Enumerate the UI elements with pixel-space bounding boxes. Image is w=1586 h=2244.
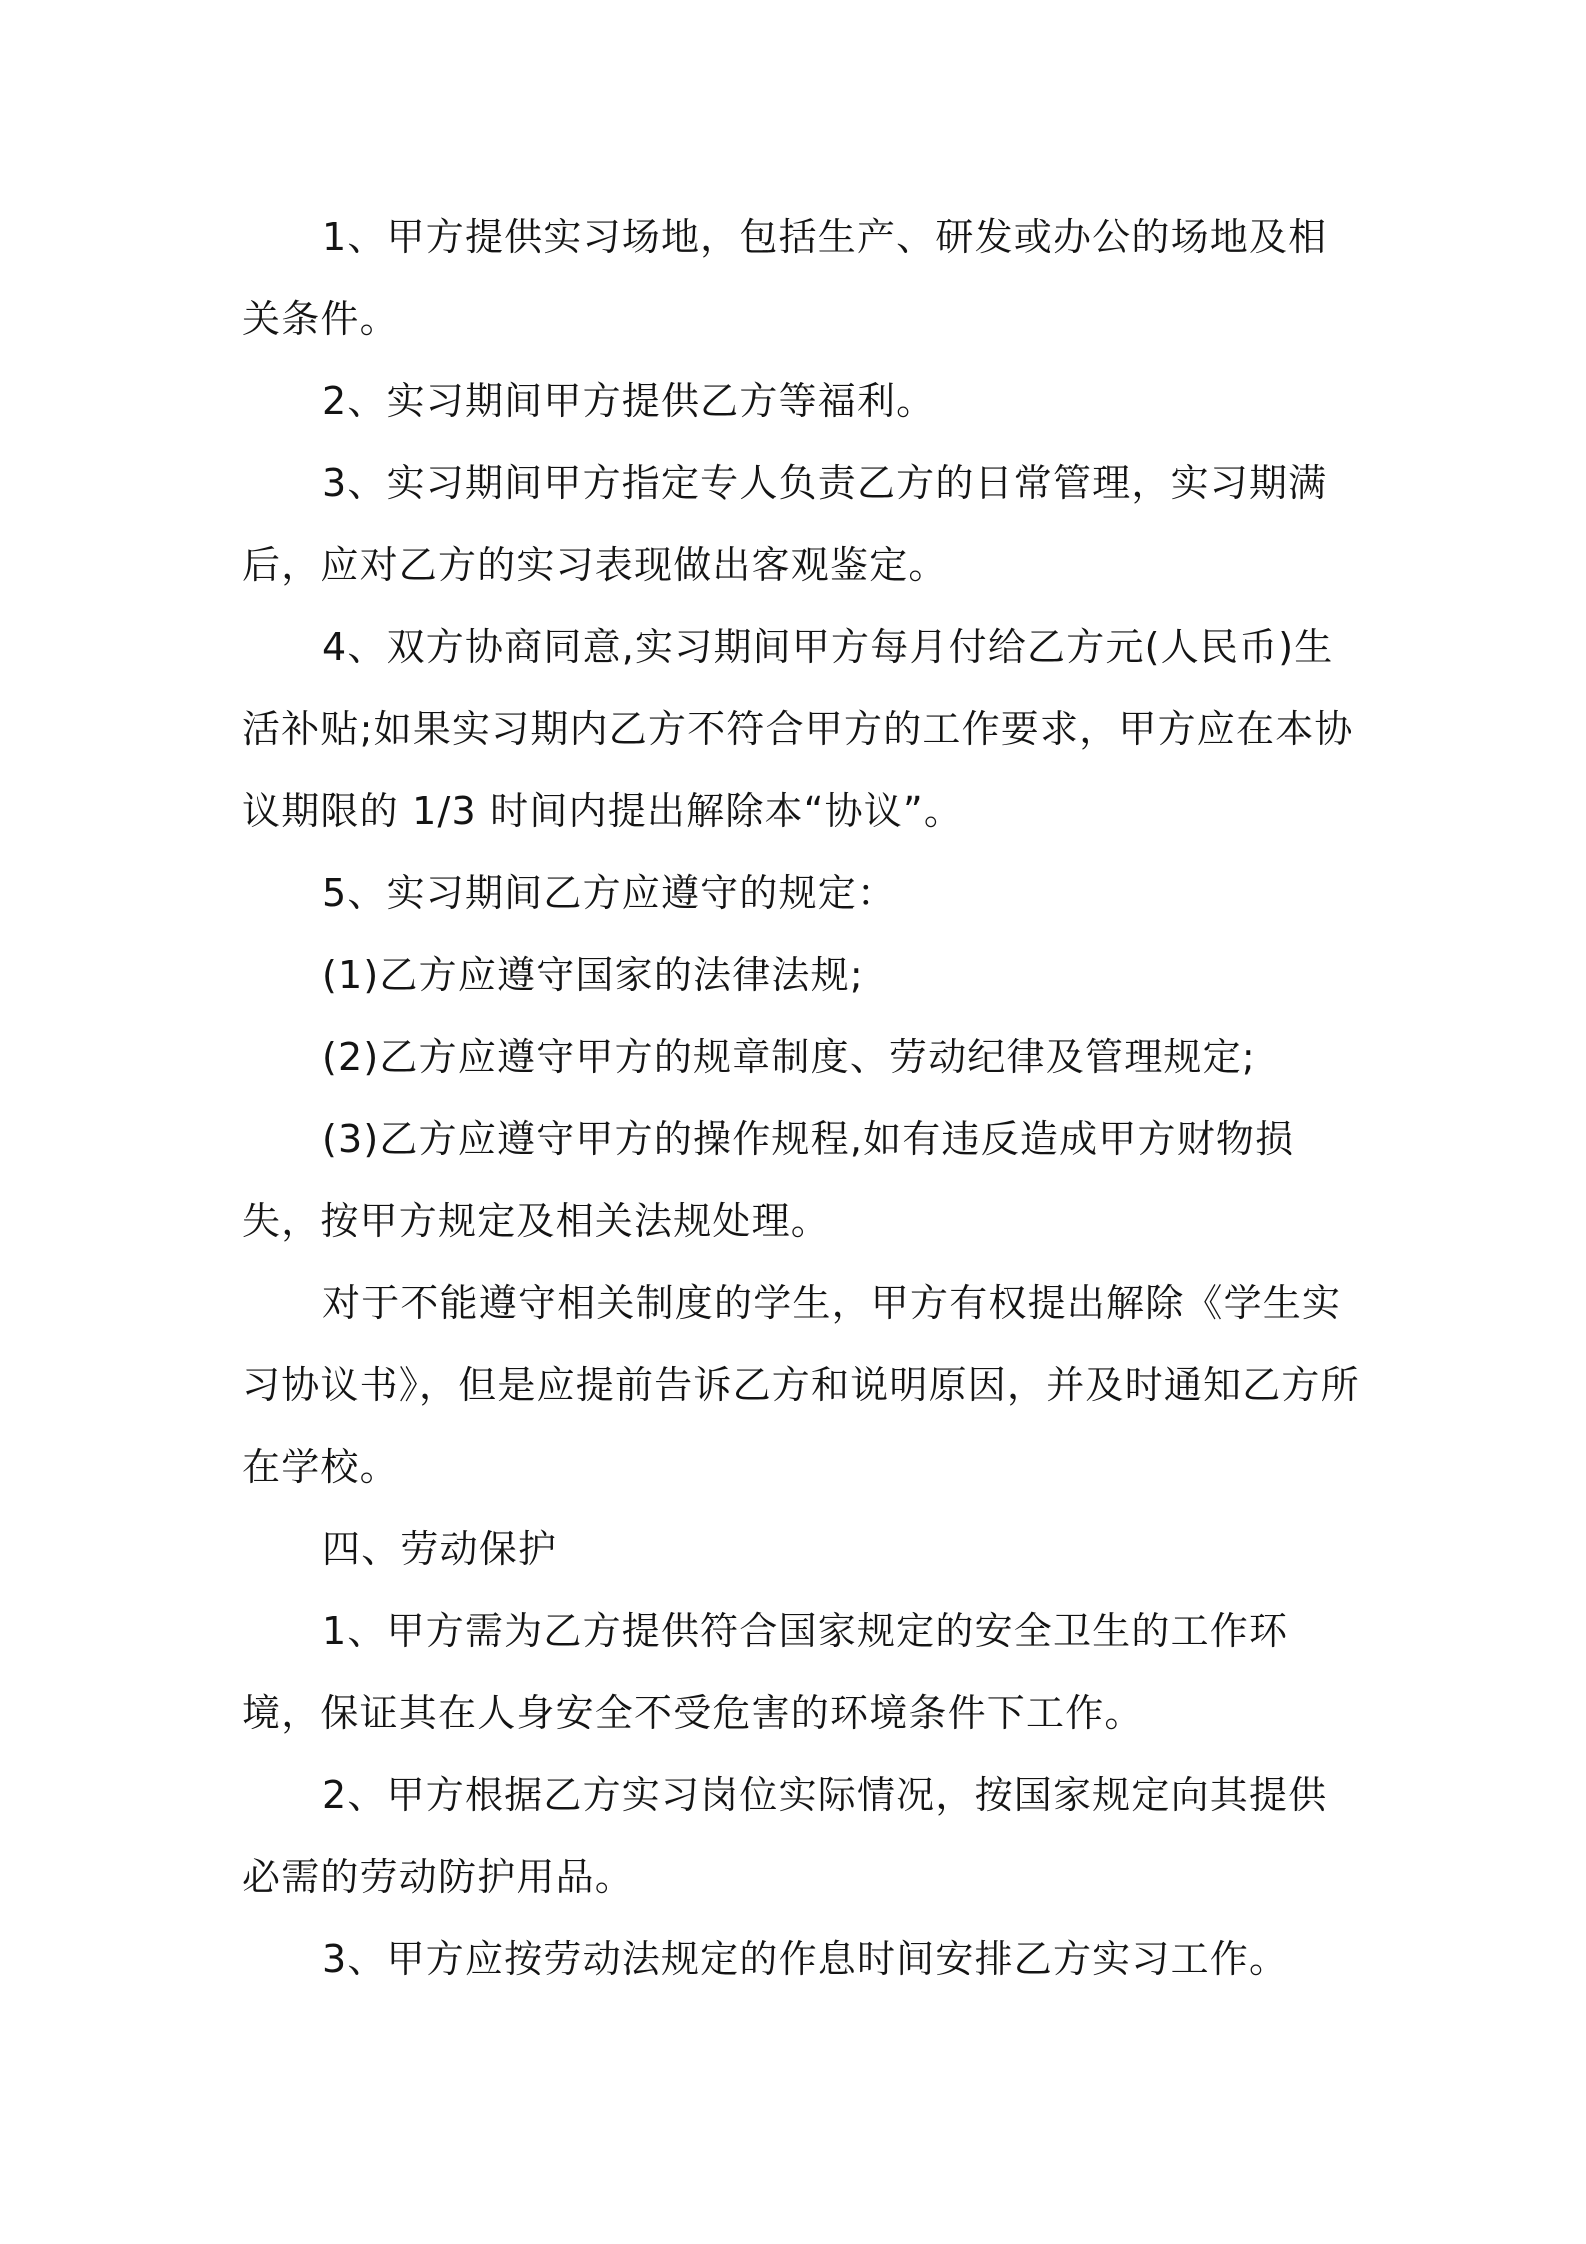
paragraph-safe-environment: 1、甲方需为乙方提供符合国家规定的安全卫生的工作环境，保证其在人身安全不受危害的环境条件下工作。: [242, 1609, 1289, 1735]
paragraph-daily-management: 3、实习期间甲方指定专人负责乙方的日常管理，实习期满后，应对乙方的实习表现做出客观鉴定。: [242, 461, 1328, 587]
paragraph-benefits: 2、实习期间甲方提供乙方等福利。: [322, 379, 936, 423]
paragraph-rule-1: (1)乙方应遵守国家的法律法规;: [322, 953, 864, 997]
paragraph-protective-equipment: 2、甲方根据乙方实习岗位实际情况，按国家规定向其提供必需的劳动防护用品。: [242, 1773, 1328, 1899]
document-body: [242, 196, 1362, 2000]
paragraph-rule-3: (3)乙方应遵守甲方的操作规程,如有违反造成甲方财物损失，按甲方规定及相关法规处理。: [242, 1117, 1295, 1243]
paragraph-living-allowance: 4、双方协商同意,实习期间甲方每月付给乙方元(人民币)生活补贴;如果实习期内乙方不符合甲方的工作要求，甲方应在本协议期限的 1/3 时间内提出解除本“协议”。: [242, 625, 1354, 833]
paragraph-rules-heading: 5、实习期间乙方应遵守的规定：: [322, 871, 897, 915]
paragraph-termination: 对于不能遵守相关制度的学生，甲方有权提出解除《学生实习协议书》，但是应提前告诉乙方和说明原因，并及时通知乙方所在学校。: [242, 1281, 1360, 1489]
paragraph-provide-site: 1、甲方提供实习场地，包括生产、研发或办公的场地及相关条件。: [242, 215, 1328, 341]
section-heading-labor-protection: 四、劳动保护: [322, 1527, 558, 1571]
paragraph-rule-2: (2)乙方应遵守甲方的规章制度、劳动纪律及管理规定;: [322, 1035, 1256, 1079]
paragraph-work-hours: 3、甲方应按劳动法规定的作息时间安排乙方实习工作。: [322, 1937, 1289, 1981]
